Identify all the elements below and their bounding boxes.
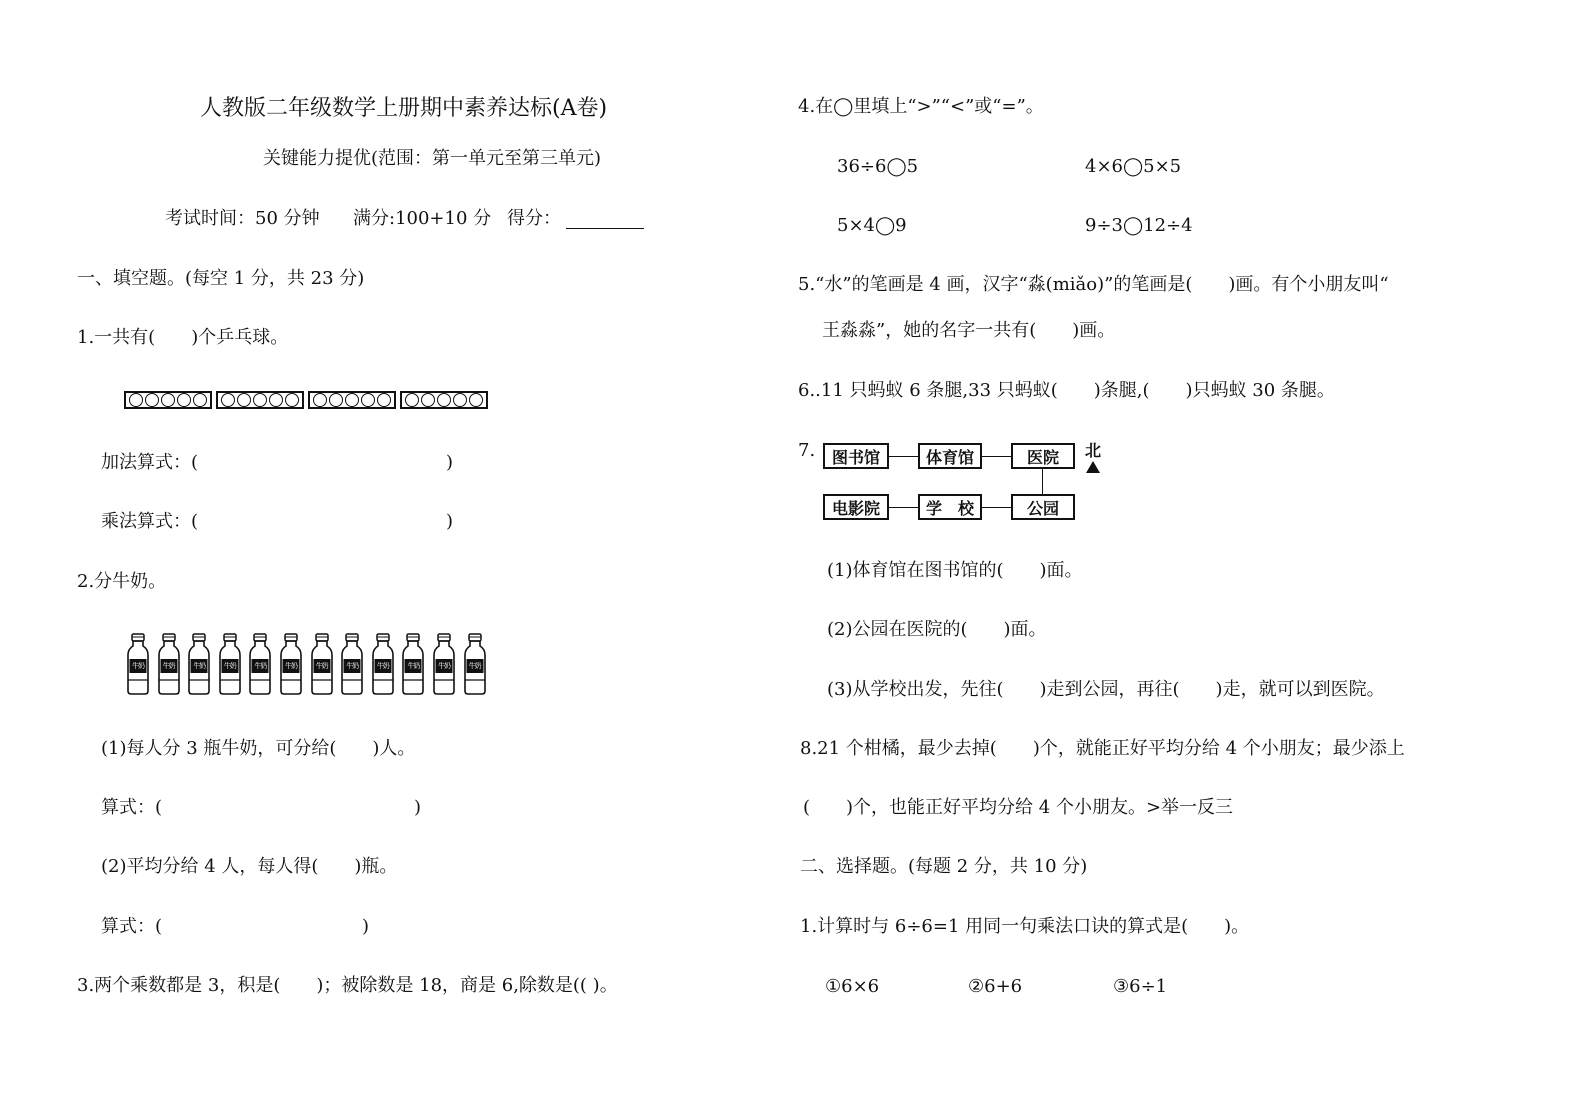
question-8-line1: 8.21 个柑橘，最少去掉( )个，就能正好平均分给 4 个小朋友；最少添上 xyxy=(800,738,1405,759)
question-3: 3.两个乘数都是 3，积是( )；被除数是 18，商是 6,除数是(( )。 xyxy=(77,975,618,996)
map-road xyxy=(982,507,1011,508)
section-multiple-choice: 二、选择题。(每题 2 分，共 10 分) xyxy=(800,856,1088,877)
page-title: 人教版二年级数学上册期中素养达标(A卷) xyxy=(200,96,608,121)
bottle-label: 牛奶 xyxy=(468,662,481,670)
question-1: 1.一共有( )个乒乓球。 xyxy=(77,327,289,348)
bottle-label: 牛奶 xyxy=(376,662,389,670)
compare-b[interactable]: 4×6◯5×5 xyxy=(1085,156,1182,177)
close-paren: ) xyxy=(446,452,454,473)
bottle-label: 牛奶 xyxy=(223,662,236,670)
question-7-3: (3)从学校出发，先往( )走到公园，再往( )走，就可以到医院。 xyxy=(827,679,1385,700)
map-road xyxy=(982,456,1011,457)
q2-1-formula[interactable]: 算式：( xyxy=(101,797,163,818)
milk-bottle-icon xyxy=(463,633,487,695)
q1-multiplication-formula[interactable]: 乘法算式：( xyxy=(101,511,199,532)
compare-d[interactable]: 9÷3◯12÷4 xyxy=(1085,215,1193,236)
question-2-2: (2)平均分给 4 人，每人得( )瓶。 xyxy=(101,856,398,877)
question-7: 7. xyxy=(798,440,816,461)
north-arrow-icon xyxy=(1086,461,1100,473)
map-school: 学 校 xyxy=(918,494,982,520)
q1-addition-formula[interactable]: 加法算式：( xyxy=(101,452,199,473)
question-7-1: (1)体育馆在图书馆的( )面。 xyxy=(827,560,1083,581)
milk-bottle-icon xyxy=(279,633,303,695)
score-label: 得分： xyxy=(507,208,561,229)
compare-c[interactable]: 5×4◯9 xyxy=(837,215,907,236)
q2-2-formula[interactable]: 算式：( xyxy=(101,916,163,937)
milk-bottle-icon xyxy=(157,633,181,695)
bottle-label: 牛奶 xyxy=(407,662,420,670)
choice-question-1: 1.计算时与 6÷6=1 用同一句乘法口诀的算式是( )。 xyxy=(800,916,1250,937)
bottle-label: 牛奶 xyxy=(315,662,328,670)
bottle-label: 牛奶 xyxy=(285,662,297,670)
close-paren: ) xyxy=(446,511,454,532)
question-2-1: (1)每人分 3 瓶牛奶，可分给( )人。 xyxy=(101,738,416,759)
score-blank[interactable] xyxy=(566,228,644,229)
exam-time: 考试时间：50 分钟 xyxy=(165,208,320,229)
bottle-label: 牛奶 xyxy=(346,662,359,670)
close-paren: ) xyxy=(414,797,422,818)
map-hospital: 医院 xyxy=(1011,443,1075,469)
milk-bottle-icon xyxy=(340,633,364,695)
milk-bottle-icon xyxy=(432,633,456,695)
choice-option-3[interactable]: ③6÷1 xyxy=(1113,976,1168,997)
full-score: 满分:100+10 分 xyxy=(353,208,492,229)
map-road xyxy=(889,456,918,457)
section-fill-blank: 一、填空题。(每空 1 分，共 23 分) xyxy=(77,268,365,289)
question-7-2: (2)公园在医院的( )面。 xyxy=(827,619,1047,640)
question-4: 4.在◯里填上“>”“<”或“=”。 xyxy=(798,96,1044,117)
bottle-label: 牛奶 xyxy=(254,662,267,670)
map-road xyxy=(889,507,918,508)
ping-pong-box xyxy=(308,391,396,409)
close-paren: ) xyxy=(362,916,370,937)
bottle-label: 牛奶 xyxy=(162,662,175,670)
map-park: 公园 xyxy=(1011,494,1075,520)
map-cinema: 电影院 xyxy=(823,494,889,520)
milk-bottle-icon xyxy=(401,633,425,695)
question-6: 6..11 只蚂蚁 6 条腿,33 只蚂蚁( )条腿,( )只蚂蚁 30 条腿。 xyxy=(798,380,1335,401)
bottle-label: 牛奶 xyxy=(193,662,206,670)
choice-option-1[interactable]: ①6×6 xyxy=(825,976,880,997)
milk-bottle-icon xyxy=(218,633,242,695)
map-gym: 体育馆 xyxy=(918,443,982,469)
milk-bottle-icon xyxy=(187,633,211,695)
ping-pong-box xyxy=(400,391,488,409)
question-8-line2: ( )个，也能正好平均分给 4 个小朋友。>举一反三 xyxy=(803,797,1234,818)
milk-bottle-icon xyxy=(371,633,395,695)
ping-pong-box xyxy=(124,391,212,409)
north-label: 北 xyxy=(1085,441,1102,460)
compare-a[interactable]: 36÷6◯5 xyxy=(837,156,919,177)
page-subtitle: 关键能力提优(范围：第一单元至第三单元) xyxy=(263,148,602,169)
map-library: 图书馆 xyxy=(823,443,889,469)
question-2: 2.分牛奶。 xyxy=(77,571,167,592)
milk-bottle-icon xyxy=(126,633,150,695)
ping-pong-box xyxy=(216,391,304,409)
question-5-line1: 5.“水”的笔画是 4 画，汉字“淼(miǎo)”的笔画是( )画。有个小朋友叫“ xyxy=(798,274,1389,295)
choice-option-2[interactable]: ②6+6 xyxy=(968,976,1023,997)
question-5-line2: 王淼淼”，她的名字一共有( )画。 xyxy=(822,320,1116,341)
map-road xyxy=(1042,469,1043,494)
bottle-label: 牛奶 xyxy=(132,662,144,670)
milk-bottle-icon xyxy=(310,633,334,695)
milk-bottle-icon xyxy=(248,633,272,695)
bottle-label: 牛奶 xyxy=(438,662,450,670)
